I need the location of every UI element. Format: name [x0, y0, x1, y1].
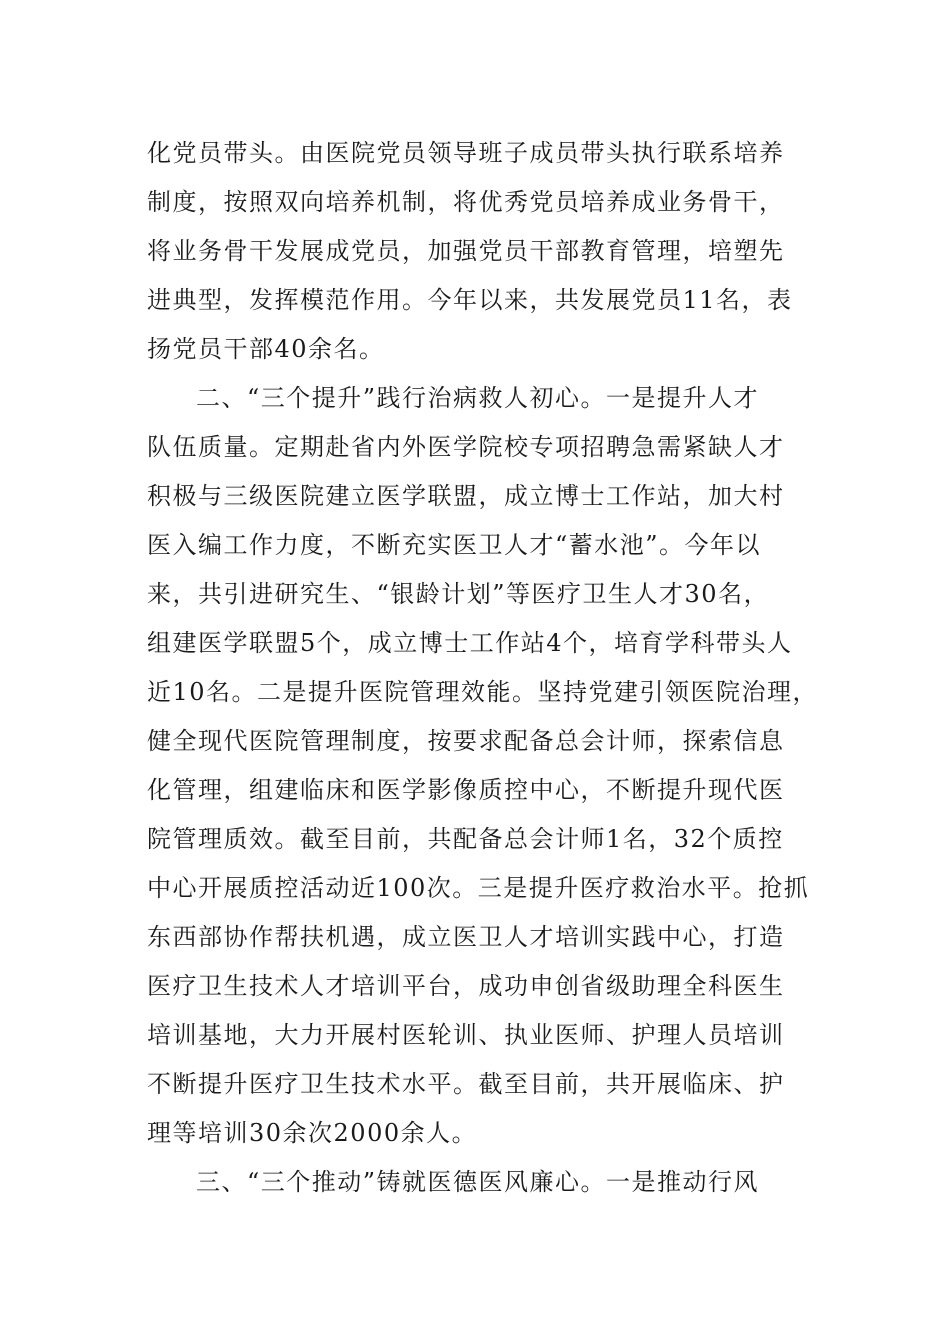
text-line-14: 化管理，组建临床和医学影像质控中心，不断提升现代医	[147, 776, 785, 804]
text-line-7: 队伍质量。定期赴省内外医学院校专项招聘急需紧缺人才	[147, 433, 785, 461]
text-line-9: 医入编工作力度，不断充实医卫人才“蓄水池”。今年以	[147, 531, 762, 559]
text-line-17: 东西部协作帮扶机遇，成立医卫人才培训实践中心，打造	[147, 923, 785, 951]
text-line-2: 制度，按照双向培养机制，将优秀党员培养成业务骨干，	[147, 188, 785, 216]
text-line-15: 院管理质效。截至目前，共配备总会计师1名，32个质控	[147, 825, 784, 853]
text-line-11: 组建医学联盟5个，成立博士工作站4个，培育学科带头人	[147, 629, 793, 657]
paragraph-3-first-line: 三、“三个推动”铸就医德医风廉心。一是推动行风	[196, 1168, 760, 1196]
paragraph-2-first-line: 二、“三个提升”践行治病救人初心。一是提升人才	[196, 384, 760, 412]
text-line-20: 不断提升医疗卫生技术水平。截至目前，共开展临床、护	[147, 1070, 785, 1098]
text-line-1: 化党员带头。由医院党员领导班子成员带头执行联系培养	[147, 139, 785, 167]
text-line-8: 积极与三级医院建立医学联盟，成立博士工作站，加大村	[147, 482, 785, 510]
text-line-13: 健全现代医院管理制度，按要求配备总会计师，探索信息	[147, 727, 785, 755]
text-line-12: 近10名。二是提升医院管理效能。坚持党建引领医院治理，	[147, 678, 819, 706]
text-line-5: 扬党员干部40余名。	[147, 335, 385, 363]
text-line-18: 医疗卫生技术人才培训平台，成功申创省级助理全科医生	[147, 972, 785, 1000]
text-line-16: 中心开展质控活动近100次。三是提升医疗救治水平。抢抓	[147, 874, 810, 902]
text-line-4: 进典型，发挥模范作用。今年以来，共发展党员11名，表	[147, 286, 793, 314]
text-line-21: 理等培训30余次2000余人。	[147, 1119, 478, 1147]
text-line-10: 来，共引进研究生、“银龄计划”等医疗卫生人才30名，	[147, 580, 770, 608]
text-line-3: 将业务骨干发展成党员，加强党员干部教育管理，培塑先	[147, 237, 785, 265]
text-line-19: 培训基地，大力开展村医轮训、执业医师、护理人员培训	[147, 1021, 785, 1049]
